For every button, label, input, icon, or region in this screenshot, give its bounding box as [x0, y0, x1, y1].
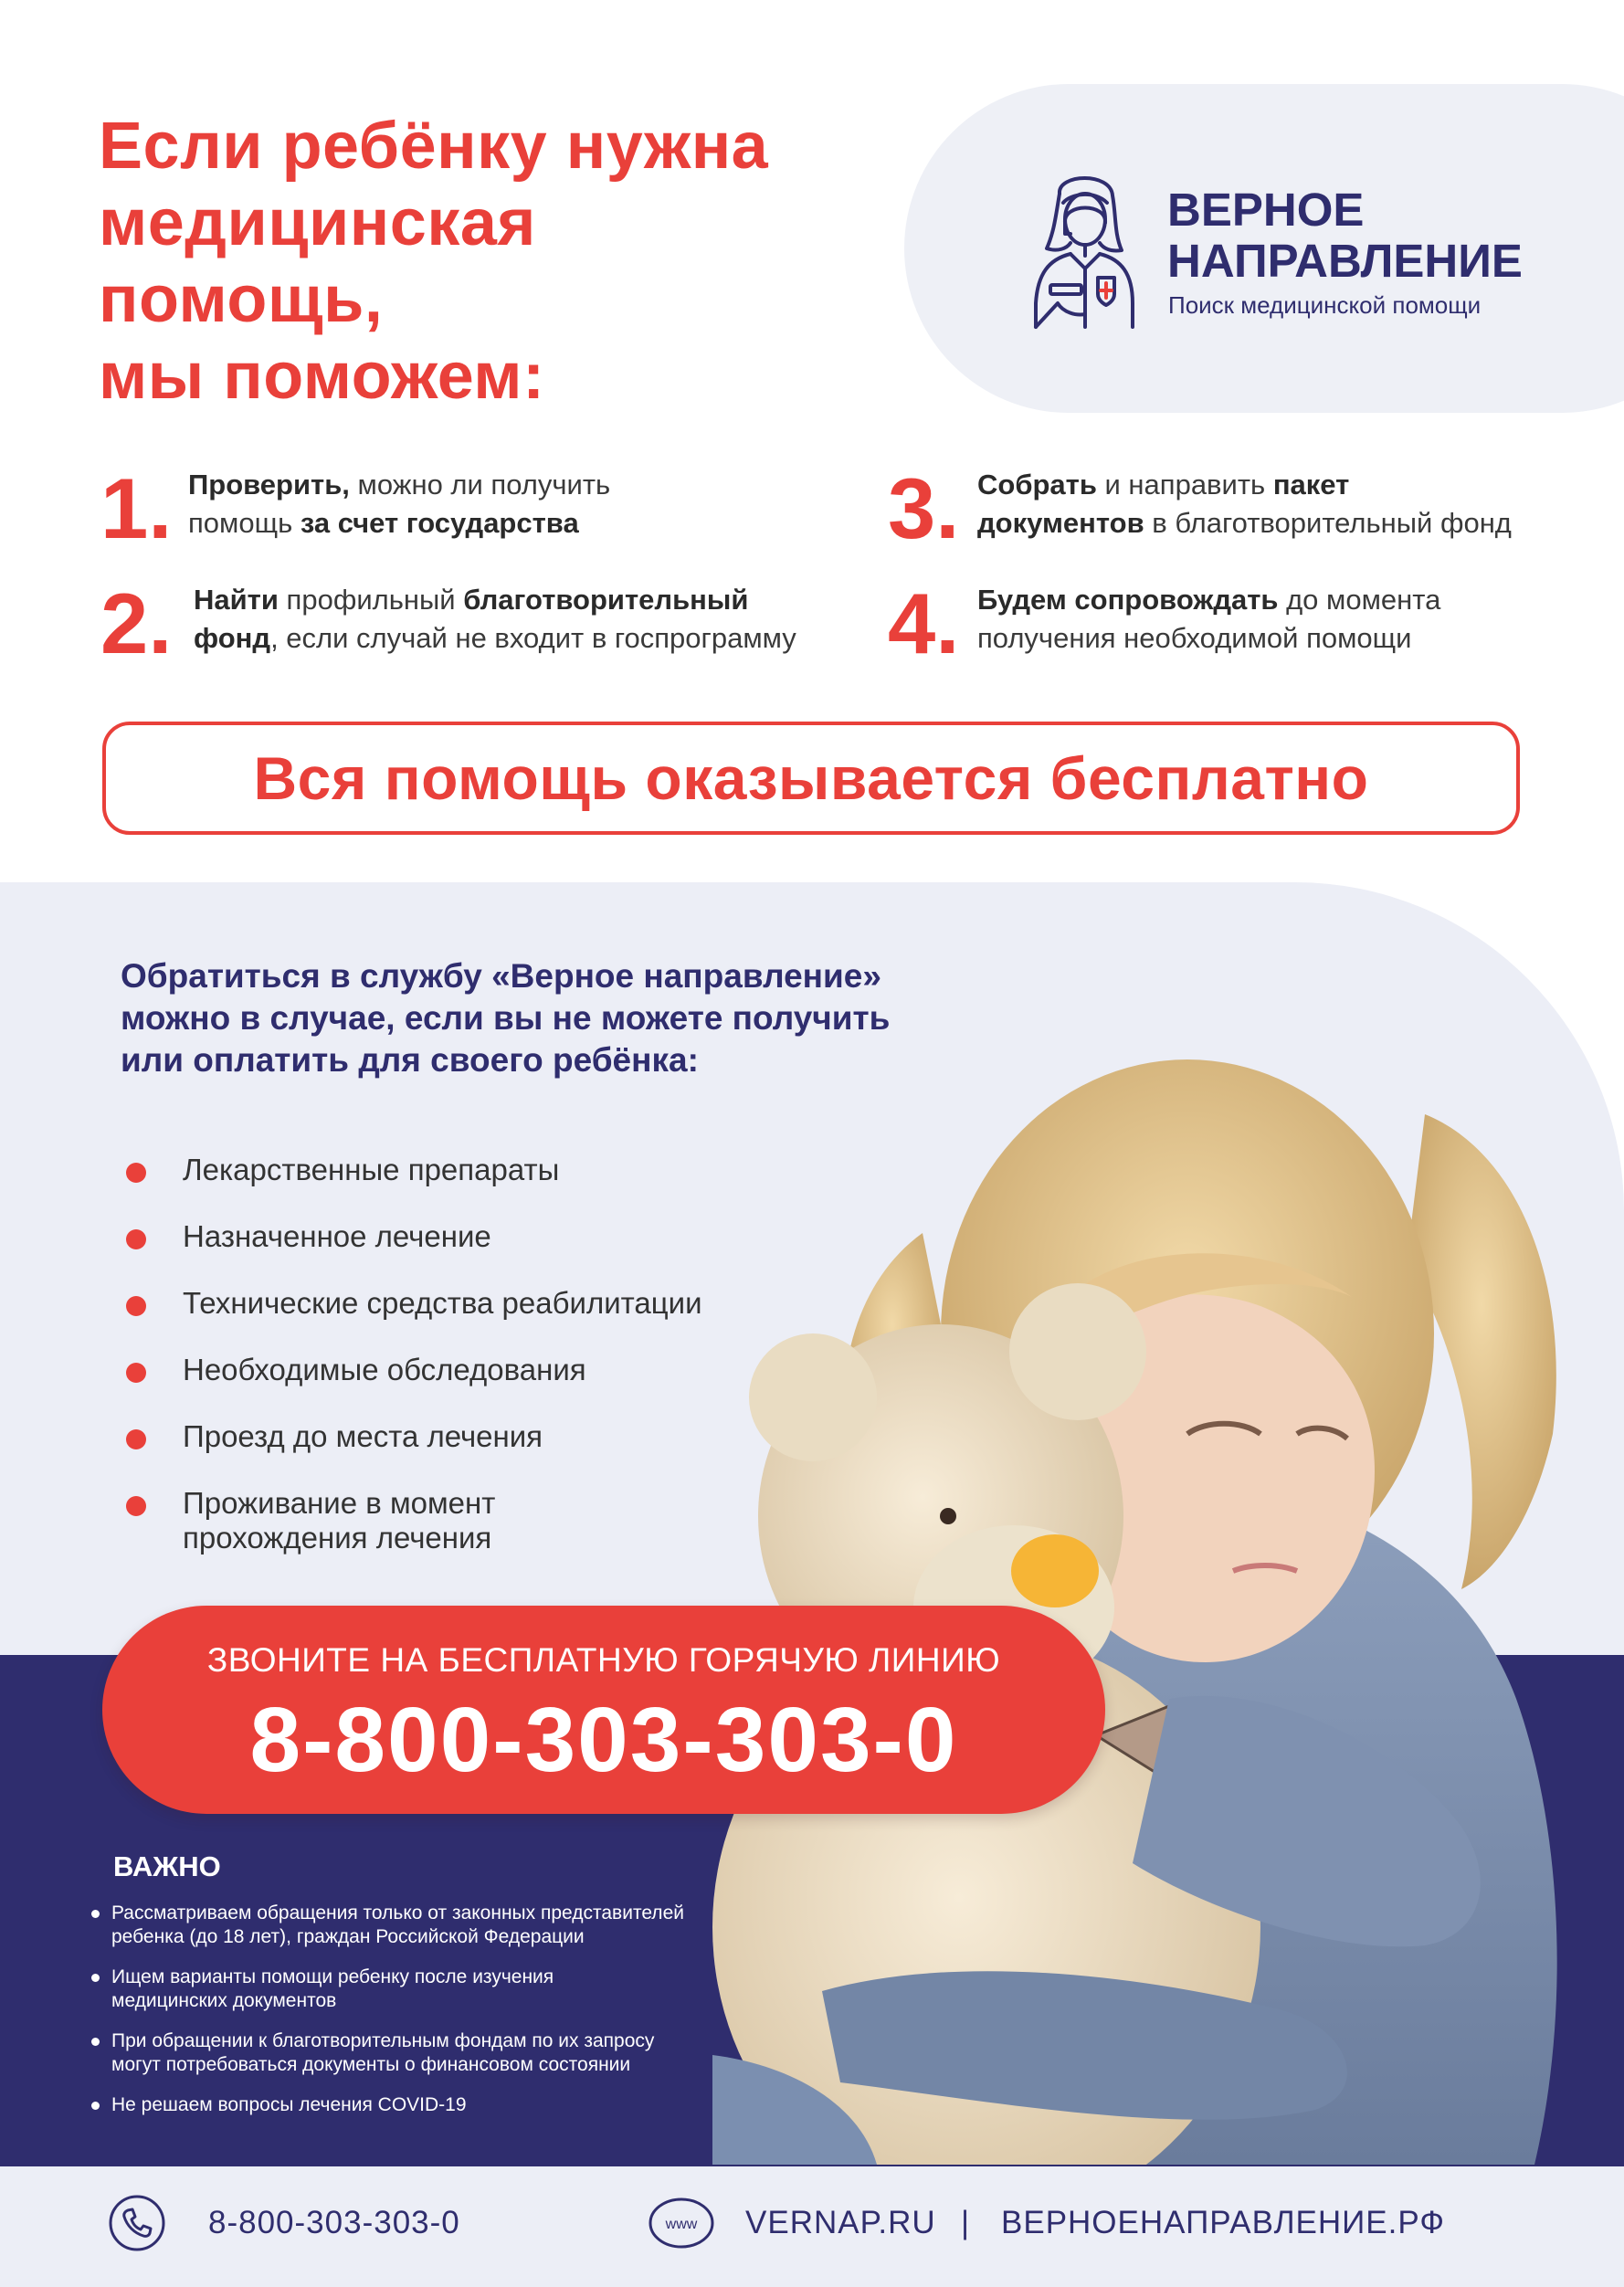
step-line [188, 504, 610, 543]
list-item [91, 1966, 840, 2013]
footer-site-link[interactable]: VERNAP.RU [745, 2205, 936, 2240]
list-item-text: Проезд до места лечения [183, 1419, 543, 1453]
step-line [188, 466, 610, 504]
step-text-regular: и направить [1096, 469, 1273, 501]
headline-line: мы поможем: [99, 340, 545, 413]
step-text-regular: до момента [1278, 584, 1441, 616]
step-text [977, 581, 1440, 658]
www-icon-label: www [665, 2217, 698, 2232]
www-icon [647, 2196, 716, 2250]
intro-line: или оплатить для своего ребёнка: [121, 1041, 699, 1079]
step-4 [888, 575, 1564, 672]
step-line [977, 619, 1440, 658]
list-item [91, 2029, 840, 2077]
bullet-dot-icon [91, 1974, 100, 1982]
step-text-regular: можно ли получить [349, 469, 611, 501]
step-3 [888, 460, 1564, 557]
bullet-dot-icon [91, 2102, 100, 2110]
logo-title-line: ВЕРНОЕ [1167, 184, 1365, 236]
intro-text [121, 955, 1034, 1081]
logo-title [1167, 184, 1551, 287]
step-line [194, 581, 796, 619]
step-text-regular: , если случай не входит в госпрограмму [270, 622, 796, 654]
list-item-text: Лекарственные препараты [183, 1153, 560, 1186]
footer-separator: | [961, 2205, 970, 2240]
step-number: 1. [100, 460, 173, 556]
list-item [91, 2093, 840, 2117]
step-number: 3. [888, 460, 960, 556]
step-number: 4. [888, 575, 960, 671]
important-list [91, 1902, 840, 2134]
step-text-bold: документов [977, 507, 1144, 539]
footer-site-link-rf[interactable]: ВЕРНОЕНАПРАВЛЕНИЕ.РФ [1001, 2205, 1445, 2240]
step-text-bold: Найти [194, 584, 279, 616]
free-help-text: Вся помощь оказывается бесплатно [253, 744, 1369, 812]
step-text-bold: Будем сопровождать [977, 584, 1279, 616]
step-line [977, 581, 1440, 619]
intro-line: можно в случае, если вы не можете получить [121, 999, 891, 1037]
list-item-text: Ищем варианты помощи ребенку после изучения медицинских документов [111, 1966, 554, 2011]
doctor-woman-icon [1030, 166, 1138, 336]
list-item [124, 1219, 855, 1254]
step-line [977, 466, 1512, 504]
list-item-text: Не решаем вопросы лечения COVID-19 [111, 2094, 467, 2115]
bullet-dot-icon [126, 1229, 146, 1249]
step-text [188, 466, 610, 543]
bullet-dot-icon [126, 1363, 146, 1383]
bullet-dot-icon [91, 1910, 100, 1918]
step-text-regular: в благотворительный фонд [1144, 507, 1512, 539]
hotline-label: ЗВОНИТЕ НА БЕСПЛАТНУЮ ГОРЯЧУЮ ЛИНИЮ [206, 1641, 1001, 1679]
step-text-bold: Проверить, [188, 469, 350, 501]
footer-phone[interactable]: 8-800-303-303-0 [208, 2205, 460, 2240]
intro-line: Обратиться в службу «Верное направление» [121, 957, 881, 995]
step-text-bold: фонд [194, 622, 271, 654]
step-text [194, 581, 796, 658]
list-item [124, 1353, 855, 1387]
headline-line: Если ребёнку нужна [99, 110, 769, 183]
headline [99, 108, 921, 415]
bullet-dot-icon [91, 2038, 100, 2046]
list-item [91, 1902, 840, 1949]
list-item-text: Необходимые обследования [183, 1353, 586, 1386]
step-text-regular: помощь [188, 507, 301, 539]
hotline-phone[interactable]: 8-800-303-303-0 [249, 1689, 958, 1791]
bullet-dot-icon [126, 1429, 146, 1449]
step-number: 2. [100, 575, 173, 671]
needs-list [124, 1153, 855, 1587]
headline-line: медицинская [99, 186, 536, 259]
step-text [977, 466, 1512, 543]
step-2 [100, 575, 886, 672]
free-help-banner [102, 722, 1520, 835]
step-1 [100, 460, 758, 557]
list-item-text: Назначенное лечение [183, 1219, 491, 1253]
list-item [124, 1153, 855, 1187]
list-item [124, 1419, 855, 1454]
step-text-bold: Собрать [977, 469, 1097, 501]
step-text-bold: благотворительный [463, 584, 749, 616]
bullet-dot-icon [126, 1296, 146, 1316]
step-line [194, 619, 796, 658]
important-title: ВАЖНО [113, 1850, 221, 1882]
list-item-text: При обращении к благотворительным фондам по их запросу могут потребоваться документы о финансовом состоянии [111, 2030, 655, 2075]
step-text-bold: за счет государства [300, 507, 579, 539]
list-item-text: Технические средства реабилитации [183, 1286, 702, 1320]
logo-title-line: НАПРАВЛЕНИЕ [1167, 235, 1523, 287]
list-item [124, 1286, 855, 1321]
headline-line: помощь, [99, 263, 384, 336]
bullet-dot-icon [126, 1496, 146, 1516]
phone-icon [108, 2194, 166, 2252]
step-line [977, 504, 1512, 543]
bullet-dot-icon [126, 1163, 146, 1183]
step-text-bold: пакет [1272, 469, 1350, 501]
step-text-regular: получения необходимой помощи [977, 622, 1412, 654]
list-item [124, 1486, 855, 1555]
list-item-text: Проживание в момент прохождения лечения [183, 1486, 496, 1555]
hotline-banner[interactable] [102, 1606, 1105, 1814]
list-item-text: Рассматриваем обращения только от законных представителей ребенка (до 18 лет), граждан Российской Федерации [111, 1902, 684, 1947]
logo-subtitle: Поиск медицинской помощи [1168, 291, 1482, 319]
step-text-regular: профильный [278, 584, 464, 616]
